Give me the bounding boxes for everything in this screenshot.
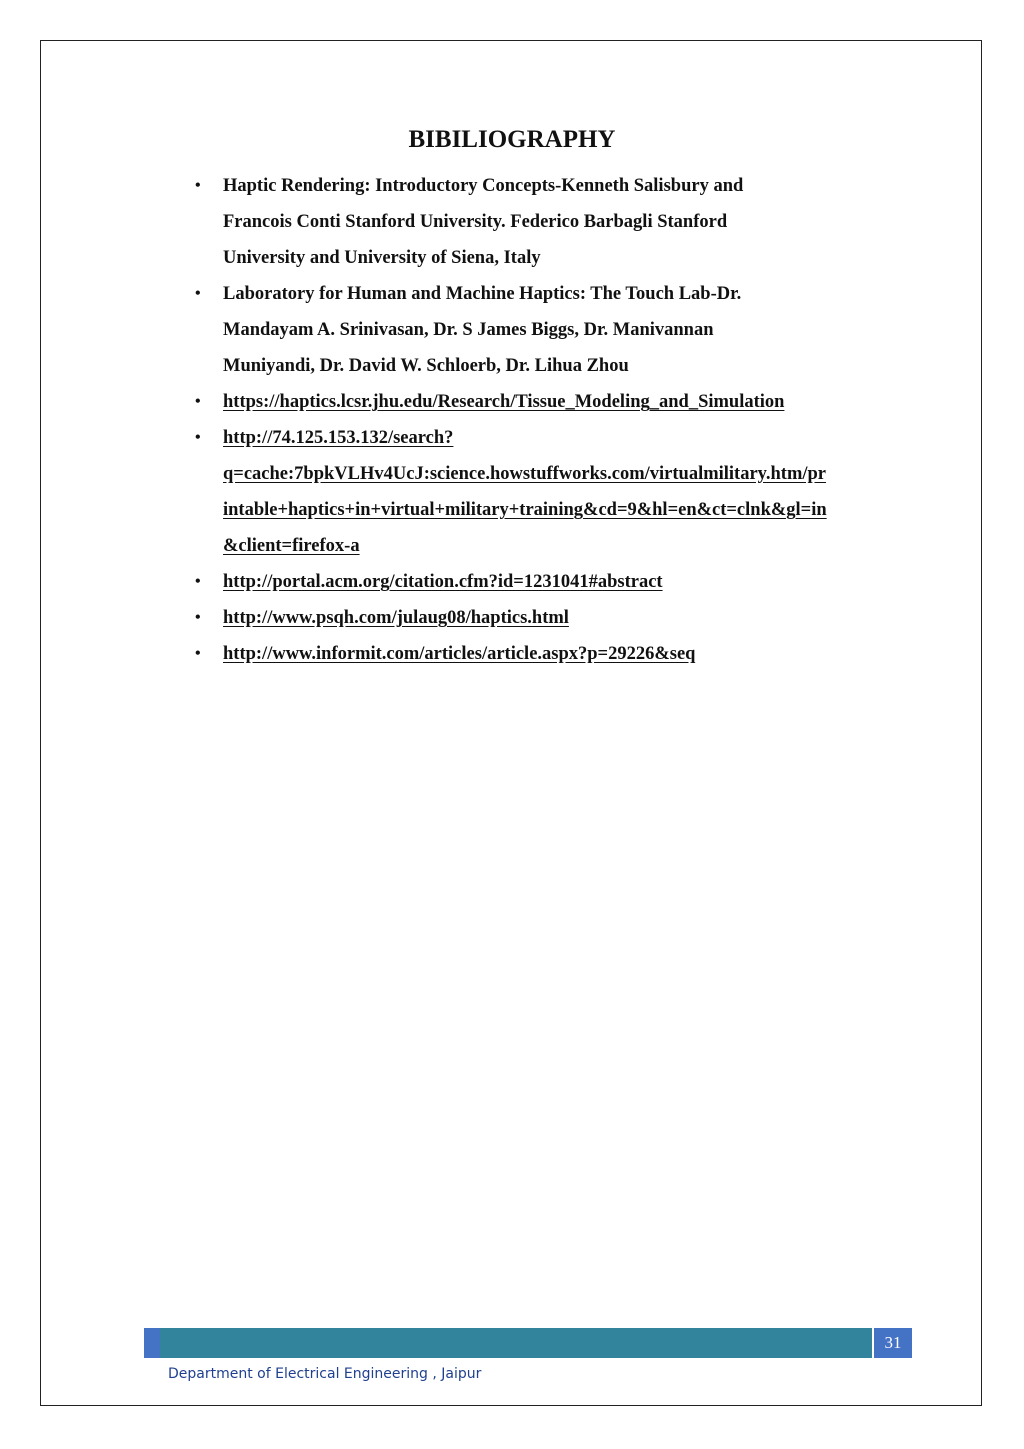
bullet-icon: •: [195, 429, 201, 446]
footer-department: Department of Electrical Engineering , Jaipur: [168, 1366, 482, 1382]
bibliography-item[interactable]: [190, 420, 910, 564]
reference-line[interactable]: https://haptics.lcsr.jhu.edu/Research/Tissue_Modeling_and_Simulation: [223, 392, 785, 412]
bibliography-item: [190, 168, 910, 276]
reference-line: University and University of Siena, Italy: [223, 248, 541, 268]
bullet-icon: •: [195, 573, 201, 590]
reference-text: [223, 276, 910, 384]
reference-line[interactable]: &client=firefox-a: [223, 536, 360, 556]
reference-link[interactable]: [223, 636, 910, 672]
reference-line[interactable]: http://74.125.153.132/search?: [223, 428, 454, 448]
reference-link[interactable]: [223, 384, 910, 420]
reference-line[interactable]: http://www.psqh.com/julaug08/haptics.html: [223, 608, 569, 628]
bullet-icon: •: [195, 285, 201, 302]
bullet-icon: •: [195, 609, 201, 626]
bullet-icon: •: [195, 177, 201, 194]
reference-line: Mandayam A. Srinivasan, Dr. S James Biggs, Dr. Manivannan: [223, 320, 714, 340]
footer-bar: [160, 1328, 872, 1358]
bibliography-item: [190, 276, 910, 384]
footer-accent-block: [144, 1328, 160, 1358]
bibliography-item[interactable]: [190, 600, 910, 636]
reference-line[interactable]: http://portal.acm.org/citation.cfm?id=1231041#abstract: [223, 572, 663, 592]
bibliography-item[interactable]: [190, 636, 910, 672]
reference-line: Laboratory for Human and Machine Haptics: The Touch Lab-Dr.: [223, 284, 742, 304]
page-title: BIBILIOGRAPHY: [408, 126, 616, 153]
reference-line[interactable]: intable+haptics+in+virtual+military+training&cd=9&hl=en&ct=clnk&gl=in: [223, 500, 827, 520]
reference-line: Haptic Rendering: Introductory Concepts-Kenneth Salisbury and: [223, 176, 744, 196]
page-number: 31: [874, 1328, 912, 1358]
reference-line: Francois Conti Stanford University. Federico Barbagli Stanford: [223, 212, 728, 232]
bibliography-item[interactable]: [190, 564, 910, 600]
reference-line[interactable]: q=cache:7bpkVLHv4UcJ:science.howstuffworks.com/virtualmilitary.htm/pr: [223, 464, 827, 484]
reference-line[interactable]: http://www.informit.com/articles/article.aspx?p=29226&seq: [223, 644, 696, 664]
bullet-icon: •: [195, 393, 201, 410]
reference-link[interactable]: [223, 564, 910, 600]
reference-line: Muniyandi, Dr. David W. Schloerb, Dr. Lihua Zhou: [223, 356, 629, 376]
reference-link[interactable]: [223, 420, 910, 564]
bibliography-list: [190, 168, 910, 672]
reference-link[interactable]: [223, 600, 910, 636]
bibliography-item[interactable]: [190, 384, 910, 420]
bullet-icon: •: [195, 645, 201, 662]
reference-text: [223, 168, 910, 276]
